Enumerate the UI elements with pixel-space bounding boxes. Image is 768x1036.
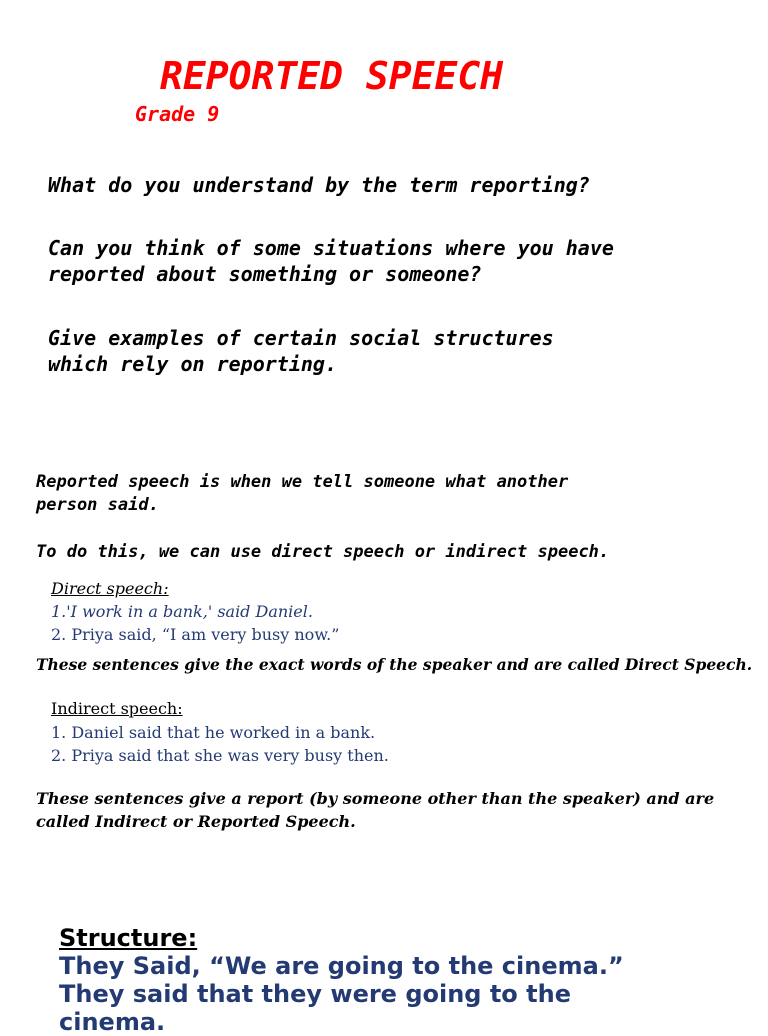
speech-method: To do this, we can use direct speech or indirect speech. <box>36 542 610 562</box>
direct-example-1: 1.'I work in a bank,' said Daniel. <box>51 602 313 621</box>
page-title: REPORTED SPEECH <box>160 54 504 98</box>
question-2: Can you think of some situations where you have reported about something or someone? <box>48 236 614 286</box>
indirect-speech-note: These sentences give a report (by someone other than the speaker) and are called Indirect or Reported Speech. <box>36 789 715 831</box>
question-1: What do you understand by the term reporting? <box>48 173 590 197</box>
indirect-example-2: 2. Priya said that she was very busy then. <box>51 746 389 765</box>
grade-label: Grade 9 <box>135 102 220 126</box>
direct-speech-note: These sentences give the exact words of the speaker and are called Direct Speech. <box>36 655 753 674</box>
structure-line-3: cinema. <box>59 1008 166 1036</box>
direct-speech-heading: Direct speech: <box>51 579 169 598</box>
indirect-example-1: 1. Daniel said that he worked in a bank. <box>51 723 376 742</box>
indirect-speech-heading: Indirect speech: <box>51 699 183 718</box>
structure-line-1: They Said, “We are going to the cinema.” <box>59 952 624 980</box>
question-3: Give examples of certain social structures which rely on reporting. <box>48 326 554 376</box>
structure-heading: Structure: <box>59 924 198 952</box>
direct-example-2: 2. Priya said, “I am very busy now.” <box>51 625 340 644</box>
structure-line-2: They said that they were going to the <box>59 980 571 1008</box>
reported-speech-definition: Reported speech is when we tell someone what another person said. <box>36 472 569 515</box>
